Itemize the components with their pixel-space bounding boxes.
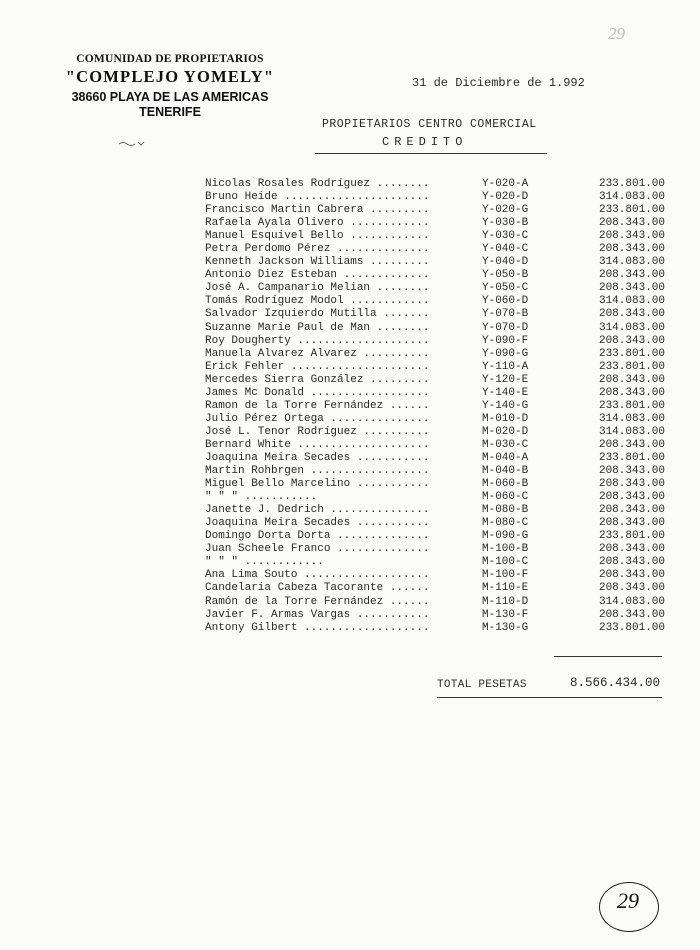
unit-code: Y-040-D (482, 256, 529, 269)
list-item (205, 361, 665, 374)
list-item (205, 217, 665, 230)
list-item (205, 348, 665, 361)
list-item (205, 308, 665, 321)
owner-name: Antonio Diez Esteban ............. (205, 269, 430, 282)
total-underline (437, 697, 662, 698)
owner-name: Bernard White .................... (205, 438, 430, 451)
unit-code: M-080-C (482, 517, 529, 530)
credit-amount: 233.801.00 (598, 178, 665, 190)
credit-amount: 208.343.00 (598, 308, 665, 321)
list-item (205, 295, 665, 308)
list-item (205, 243, 665, 256)
credit-amount: 233.801.00 (598, 621, 665, 634)
unit-code: Y-070-B (482, 308, 529, 321)
credit-amount: 233.801.00 (598, 399, 665, 412)
letterhead (55, 53, 285, 119)
total-value: 8.566.434.00 (570, 676, 661, 690)
unit-code: Y-070-D (482, 321, 529, 334)
credit-amount: 208.343.00 (598, 230, 665, 243)
unit-code: M-060-B (482, 478, 529, 491)
owner-name: Javier F. Armas Vargas ........... (205, 608, 430, 621)
owner-name: James Mc Donald .................. (205, 386, 430, 399)
owner-name: Janette J. Dedrich ............... (205, 504, 430, 517)
island-line: TENERIFE (139, 105, 201, 119)
owner-name: Julio Pérez Ortega ............... (205, 412, 430, 425)
owner-name: Domingo Dorta Dorta .............. (205, 530, 430, 543)
unit-code: M-110-D (482, 595, 529, 608)
unit-code: Y-030-B (482, 217, 529, 230)
list-item (205, 517, 665, 530)
list-item (205, 426, 665, 439)
credit-amount: 208.343.00 (598, 582, 665, 595)
owner-name: " " " ........... (205, 491, 318, 504)
owner-name: Miguel Bello Marcelino ........... (205, 478, 430, 491)
credit-amount: 314.083.00 (598, 412, 665, 425)
credit-amount: 208.343.00 (598, 243, 665, 256)
owner-name: Francisco Martin Cabrera ......... (205, 204, 430, 217)
community-name: COMUNIDAD DE PROPIETARIOS (76, 53, 264, 65)
credit-amount: 314.083.00 (598, 295, 665, 308)
list-item (205, 191, 665, 204)
complex-name: "COMPLEJO YOMELY" (65, 67, 275, 86)
list-item (205, 543, 665, 556)
pen-scribble-mark (118, 139, 148, 147)
page-number: 29 (617, 888, 639, 913)
unit-code: M-030-C (482, 438, 529, 451)
unit-code: Y-020-A (482, 178, 529, 190)
credit-amount: 208.343.00 (598, 517, 665, 530)
credit-amount: 208.343.00 (598, 491, 665, 504)
owner-name: José L. Tenor Rodríguez .......... (205, 425, 430, 438)
credit-amount: 208.343.00 (598, 282, 665, 295)
list-item (205, 622, 665, 635)
list-item (205, 230, 665, 243)
owner-name: Roy Dougherty .................... (205, 334, 430, 347)
unit-code: M-100-F (482, 569, 529, 582)
list-item (205, 282, 665, 295)
owner-name: Ramón de la Torre Fernández ...... (205, 595, 430, 608)
list-item (205, 439, 665, 452)
unit-code: M-100-C (482, 556, 529, 569)
credit-amount: 233.801.00 (598, 347, 665, 360)
unit-code: Y-030-C (482, 230, 529, 243)
list-item (205, 374, 665, 387)
unit-code: M-010-D (482, 412, 529, 425)
sum-rule (554, 656, 662, 657)
owner-name: Joaquina Meira Secades ........... (205, 451, 430, 464)
unit-code: Y-020-D (482, 191, 529, 204)
credit-amount: 314.083.00 (598, 595, 665, 608)
credit-amount: 233.801.00 (598, 360, 665, 373)
list-item (205, 413, 665, 426)
credit-amount: 208.343.00 (598, 556, 665, 569)
owner-name: Mercedes Sierra González ......... (205, 373, 430, 386)
list-item (205, 335, 665, 348)
credit-amount: 208.343.00 (598, 373, 665, 386)
unit-code: M-020-D (482, 425, 529, 438)
unit-code: M-040-B (482, 465, 529, 478)
unit-code: Y-140-G (482, 399, 529, 412)
unit-code: Y-120-E (482, 373, 529, 386)
unit-code: M-080-B (482, 504, 529, 517)
list-item (205, 465, 665, 478)
list-item (205, 478, 665, 491)
unit-code: Y-060-D (482, 295, 529, 308)
unit-code: M-110-E (482, 582, 529, 595)
unit-code: M-060-C (482, 491, 529, 504)
list-item (205, 556, 665, 569)
total-label: TOTAL PESETAS (437, 679, 527, 691)
list-item (205, 400, 665, 413)
list-item (205, 322, 665, 335)
credit-amount: 208.343.00 (598, 543, 665, 556)
owner-name: Juan Scheele Franco .............. (205, 543, 430, 556)
credit-amount: 208.343.00 (598, 608, 665, 621)
list-item (205, 609, 665, 622)
list-item (205, 491, 665, 504)
unit-code: Y-050-B (482, 269, 529, 282)
owner-name: Petra Perdomo Pérez .............. (205, 243, 430, 256)
list-item (205, 530, 665, 543)
owner-name: Candelaria Cabeza Tacorante ...... (205, 582, 430, 595)
list-item (205, 569, 665, 582)
list-item (205, 504, 665, 517)
owner-name: Rafaela Ayala Olivero ............ (205, 217, 430, 230)
section-title: PROPIETARIOS CENTRO COMERCIAL (322, 118, 537, 131)
credit-amount: 208.343.00 (598, 478, 665, 491)
list-item (205, 582, 665, 595)
credit-amount: 233.801.00 (598, 204, 665, 217)
section-subtitle: CREDITO (382, 135, 468, 149)
owner-name: " " " ............ (205, 556, 324, 569)
owner-name: Kenneth Jackson Williams ......... (205, 256, 430, 269)
owner-name: José A. Campanario Melian ........ (205, 282, 430, 295)
owner-name: Ramon de la Torre Fernández ...... (205, 399, 430, 412)
unit-code: Y-020-G (482, 204, 529, 217)
unit-code: M-100-B (482, 543, 529, 556)
unit-code: M-130-G (482, 621, 529, 634)
unit-code: Y-090-F (482, 334, 529, 347)
owner-name: Manuel Esquivel Bello ............ (205, 230, 430, 243)
unit-code: Y-050-C (482, 282, 529, 295)
list-item (205, 256, 665, 269)
credit-amount: 208.343.00 (598, 465, 665, 478)
unit-code: Y-090-G (482, 347, 529, 360)
owner-name: Bruno Heide ...................... (205, 191, 430, 204)
page-mark-top: 29 (608, 24, 625, 43)
list-item (205, 387, 665, 400)
unit-code: M-040-A (482, 451, 529, 464)
owner-name: Martin Rohbrgen .................. (205, 465, 430, 478)
owner-name: Ana Lima Souto ................... (205, 569, 430, 582)
credit-amount: 208.343.00 (598, 569, 665, 582)
document-date: 31 de Diciembre de 1.992 (412, 76, 585, 90)
credit-amount: 208.343.00 (598, 334, 665, 347)
unit-code: Y-040-C (482, 243, 529, 256)
list-item (205, 204, 665, 217)
owner-name: Nicolas Rosales Rodríguez ........ (205, 178, 430, 190)
credit-amount: 314.083.00 (598, 191, 665, 204)
credit-amount: 208.343.00 (598, 438, 665, 451)
credit-amount: 208.343.00 (598, 269, 665, 282)
list-item (205, 596, 665, 609)
owners-list (205, 178, 665, 635)
credit-amount: 314.083.00 (598, 256, 665, 269)
owner-name: Manuela Alvarez Alvarez .......... (205, 347, 430, 360)
list-item (205, 452, 665, 465)
owner-name: Joaquina Meira Secades ........... (205, 517, 430, 530)
owner-name: Tomás Rodríguez Modol ............ (205, 295, 430, 308)
list-item (205, 269, 665, 282)
unit-code: M-090-G (482, 530, 529, 543)
credit-amount: 314.083.00 (598, 425, 665, 438)
credit-amount: 233.801.00 (598, 530, 665, 543)
owner-name: Antony Gilbert ................... (205, 621, 430, 634)
owner-name: Erick Fehler ..................... (205, 360, 430, 373)
unit-code: Y-110-A (482, 360, 529, 373)
credit-amount: 208.343.00 (598, 386, 665, 399)
credit-amount: 314.083.00 (598, 321, 665, 334)
unit-code: M-130-F (482, 608, 529, 621)
address-line: 38660 PLAYA DE LAS AMERICAS (71, 90, 269, 104)
owner-name: Suzanne Marie Paul de Man ........ (205, 321, 430, 334)
owner-name: Salvador Izquierdo Mutilla ....... (205, 308, 430, 321)
credit-amount: 208.343.00 (598, 504, 665, 517)
unit-code: Y-140-E (482, 386, 529, 399)
credit-amount: 233.801.00 (598, 451, 665, 464)
subtitle-underline (315, 153, 547, 154)
credit-amount: 208.343.00 (598, 217, 665, 230)
list-item (205, 178, 665, 191)
